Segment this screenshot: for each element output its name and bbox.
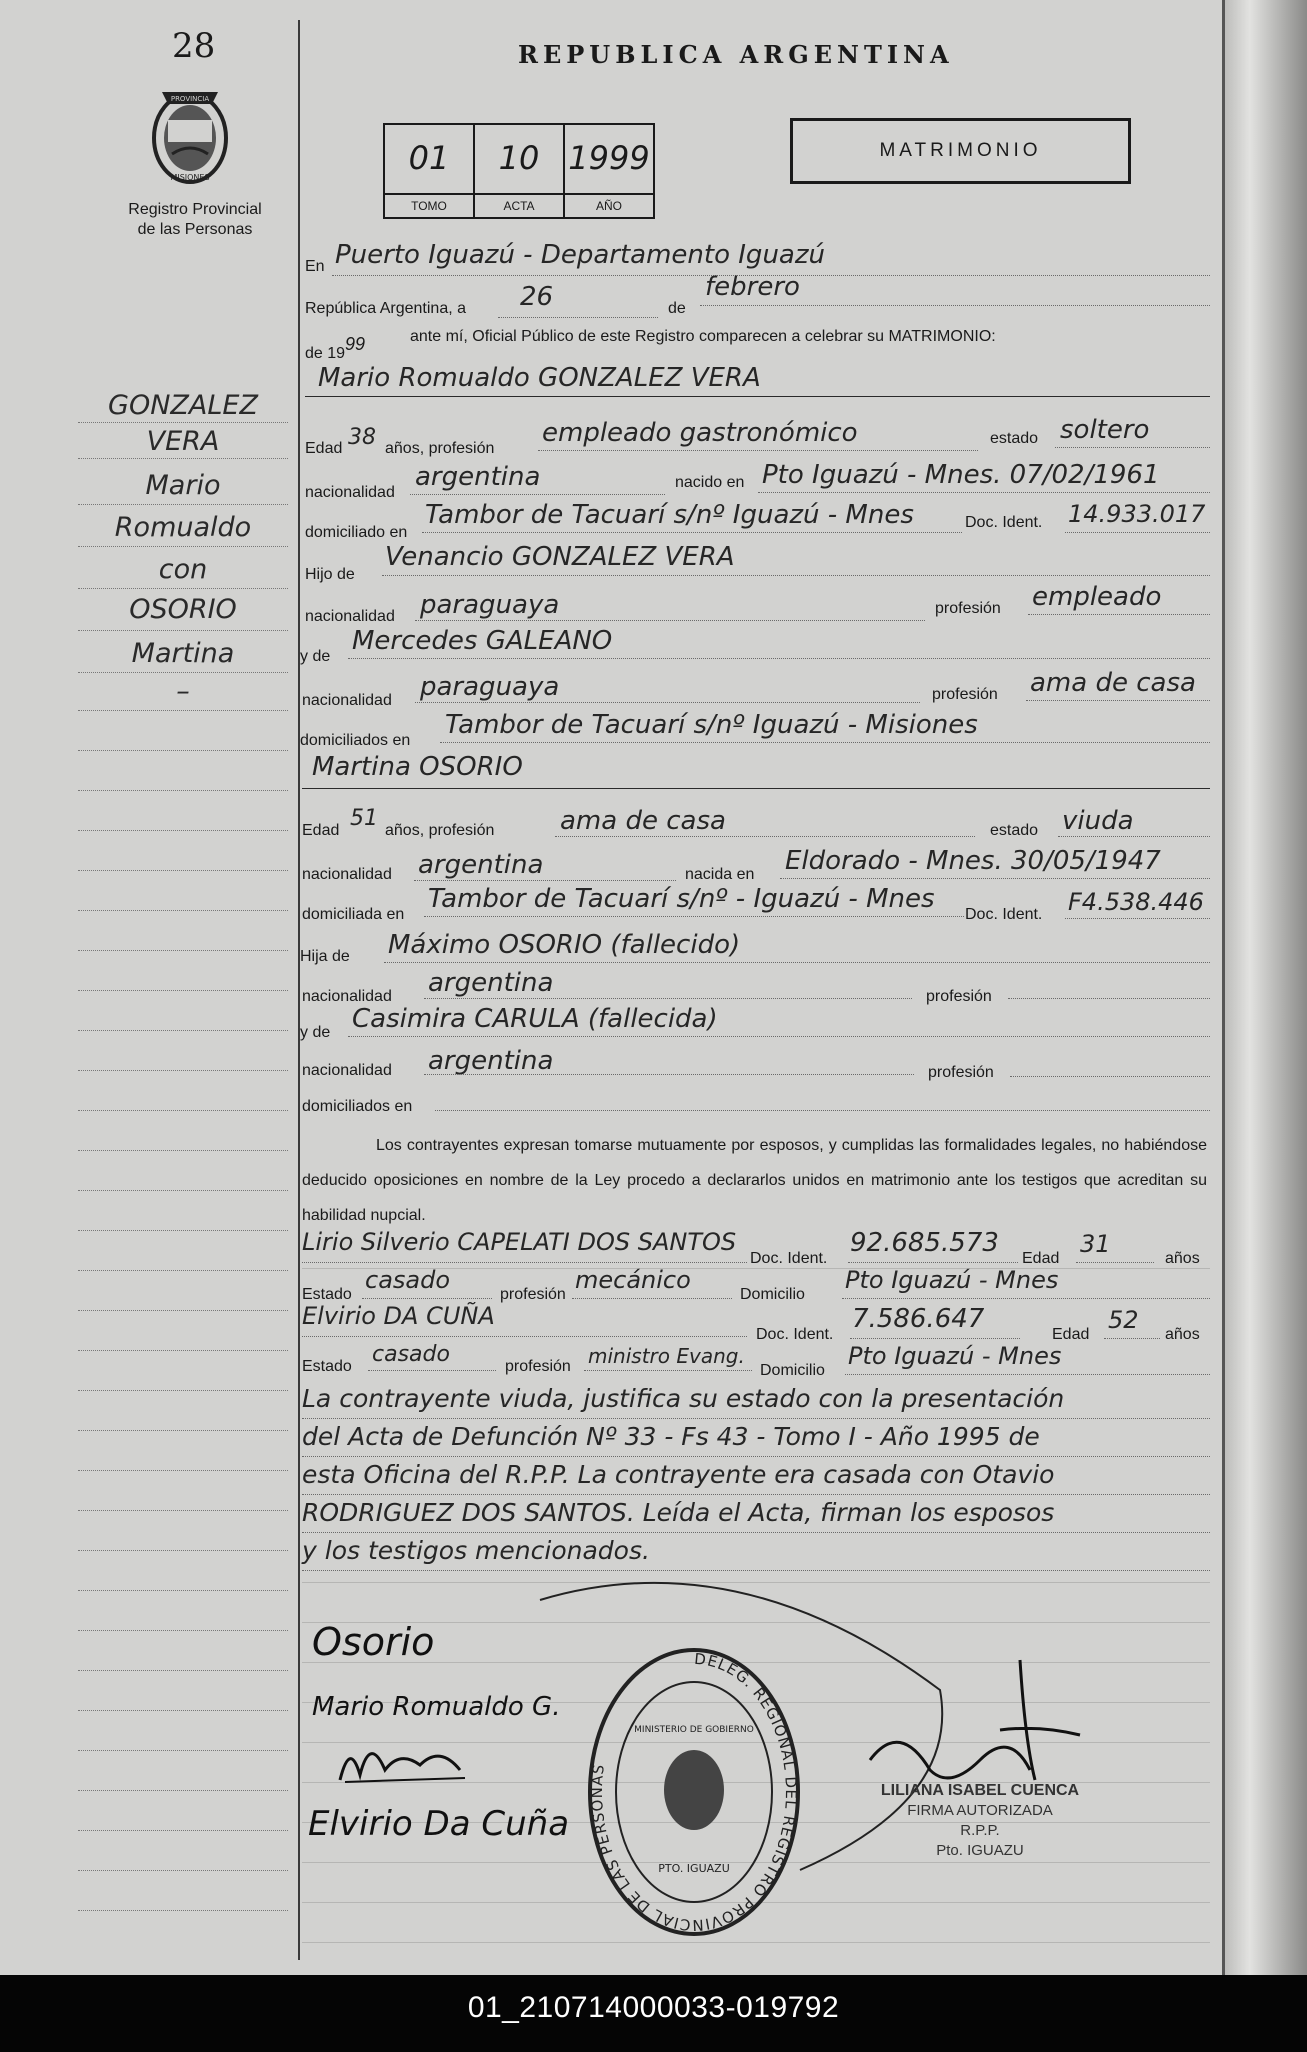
tomo-cell xyxy=(385,125,475,217)
stamp-inner-text: MINISTERIO DE GOBIERNO xyxy=(634,1725,754,1735)
stamp-bottom-text: PTO. IGUAZU xyxy=(658,1862,730,1875)
bride-parents-address-label: domiciliados en xyxy=(302,1098,413,1115)
declaration-text: Los contrayentes expresan tomarse mutuamente por esposos, y cumplidas las formalidades legales, no habiéndose deducido oposiciones en nombre de la Ley procedo a declararlos unidos en matrimonio ante los testigos que acreditan su habilidad nupcial. xyxy=(302,1137,1207,1224)
bride-profession: ama de casa xyxy=(560,806,726,836)
bride-father-prof-label: profesión xyxy=(926,988,992,1005)
groom-parents-address-label: domiciliados en xyxy=(300,732,411,749)
witness1-profession: mecánico xyxy=(575,1266,691,1294)
bride-status: viuda xyxy=(1062,806,1134,836)
groom-father-nat-label: nacionalidad xyxy=(305,608,395,625)
bride-address-label: domiciliada en xyxy=(302,906,405,923)
witness1-doc-label: Doc. Ident. xyxy=(750,1250,828,1267)
bride-age-label: Edad xyxy=(302,822,340,839)
groom-father-label: Hijo de xyxy=(305,566,355,583)
witness1-doc: 92.685.573 xyxy=(850,1228,999,1258)
groom-doc: 14.933.017 xyxy=(1068,500,1206,528)
groom-status-label: estado xyxy=(990,430,1039,447)
groom-age-label: Edad xyxy=(305,440,343,457)
witness1-status: casado xyxy=(365,1266,451,1294)
groom-born-label: nacido en xyxy=(675,474,745,491)
page-edge xyxy=(1225,0,1307,1975)
coat-of-arms-icon xyxy=(142,82,238,188)
margin-note: con xyxy=(158,554,208,585)
groom-profession: empleado gastronómico xyxy=(542,418,858,448)
groom-mother-label: y de xyxy=(300,648,331,665)
groom-doc-label: Doc. Ident. xyxy=(965,514,1043,531)
bride-mother-label: y de xyxy=(300,1024,331,1041)
witness2-age: 52 xyxy=(1108,1306,1139,1334)
groom-father-prof: empleado xyxy=(1032,582,1162,612)
groom-mother: Mercedes GALEANO xyxy=(352,626,613,656)
registry-line2: de las Personas xyxy=(137,221,253,238)
witness2-name: Elvirio DA CUÑA xyxy=(302,1302,495,1330)
bride-prof-label: años, profesión xyxy=(385,822,495,839)
note-line: La contrayente viuda, justifica su estado con la presentación xyxy=(302,1384,1065,1413)
bride-mother-prof-label: profesión xyxy=(928,1064,994,1081)
groom-address-label: domiciliado en xyxy=(305,524,408,541)
bride-father-nat-label: nacionalidad xyxy=(302,988,392,1005)
witness1-address-label: Domicilio xyxy=(740,1286,805,1303)
witness1-prof-label: profesión xyxy=(500,1286,566,1303)
officer-role: FIRMA AUTORIZADA xyxy=(907,1802,1053,1819)
witness2-prof-label: profesión xyxy=(505,1358,571,1375)
witness2-doc: 7.586.647 xyxy=(852,1304,985,1334)
day-value: 26 xyxy=(520,282,554,312)
seal-label: MISIONES xyxy=(170,173,210,182)
bride-mother-nat: argentina xyxy=(428,1046,554,1076)
year-prefix xyxy=(305,334,366,363)
margin-note: Romualdo xyxy=(114,512,252,543)
bride-status-label: estado xyxy=(990,822,1039,839)
bride-address: Tambor de Tacuarí s/nº - Iguazú - Mnes xyxy=(428,884,935,914)
groom-father: Venancio GONZALEZ VERA xyxy=(385,542,735,572)
groom-mother-nat: paraguaya xyxy=(420,672,560,702)
groom-mother-prof: ama de casa xyxy=(1030,668,1196,698)
margin-note: Mario xyxy=(145,470,221,501)
officer-place: Pto. IGUAZU xyxy=(936,1842,1024,1859)
acta-cell xyxy=(475,125,565,217)
bride-nationality-label: nacionalidad xyxy=(302,866,392,883)
witness1-status-label: Estado xyxy=(302,1286,352,1303)
note-line: esta Oficina del R.P.P. La contrayente era casada con Otavio xyxy=(302,1460,1055,1489)
note-line: y los testigos mencionados. xyxy=(302,1536,650,1565)
margin-note: – xyxy=(176,676,190,707)
margin-divider xyxy=(298,20,300,1960)
place-value: Puerto Iguazú - Departamento Iguazú xyxy=(335,240,825,270)
republic-label: República Argentina, a xyxy=(305,300,466,317)
groom-address: Tambor de Tacuarí s/nº Iguazú - Mnes xyxy=(425,500,914,530)
page-number: 28 xyxy=(172,26,216,66)
witness2-address-label: Domicilio xyxy=(760,1362,825,1379)
margin-note: OSORIO xyxy=(129,594,237,625)
groom-father-prof-label: profesión xyxy=(935,600,1001,617)
witness1-name: Lirio Silverio CAPELATI DOS SANTOS xyxy=(302,1228,737,1256)
en-label: En xyxy=(305,258,325,275)
svg-text:PROVINCIA: PROVINCIA xyxy=(170,95,210,103)
signature-witness2: Elvirio Da Cuña xyxy=(308,1804,570,1844)
bride-age: 51 xyxy=(350,806,378,831)
year-label: AÑO xyxy=(565,193,653,217)
bride-born-label: nacida en xyxy=(685,866,755,883)
margin-note: VERA xyxy=(146,426,220,457)
groom-mother-prof-label: profesión xyxy=(932,686,998,703)
witness2-age-label: Edad xyxy=(1052,1326,1090,1343)
tomo-value: 01 xyxy=(408,139,450,177)
groom-nationality-label: nacionalidad xyxy=(305,484,395,501)
country-title: REPUBLICA ARGENTINA xyxy=(518,40,954,69)
tomo-label: TOMO xyxy=(385,193,473,217)
footer-code: 01_210714000033-019792 xyxy=(467,1991,840,2024)
signature-witness1-icon xyxy=(330,1730,470,1790)
acta-label: ACTA xyxy=(475,193,563,217)
bride-father: Máximo OSORIO (fallecido) xyxy=(388,930,741,960)
stamp-ring-text: DELEG. REGIONAL DEL REGISTRO PROVINCIAL DE LAS PERSONAS xyxy=(587,1649,801,1935)
month-value: febrero xyxy=(705,272,800,302)
witness2-address: Pto Iguazú - Mnes xyxy=(848,1342,1062,1370)
record-type-box: MATRIMONIO xyxy=(790,118,1131,184)
registry-line1: Registro Provincial xyxy=(128,201,262,218)
groom-mother-nat-label: nacionalidad xyxy=(302,692,392,709)
groom-nationality: argentina xyxy=(415,462,541,492)
note-line: RODRIGUEZ DOS SANTOS. Leída el Acta, firman los esposos xyxy=(302,1498,1055,1527)
witness2-profession: ministro Evang. xyxy=(588,1344,745,1368)
year-value: 1999 xyxy=(568,139,650,177)
bride-father-label: Hija de xyxy=(300,948,350,965)
bride-nationality: argentina xyxy=(418,850,544,880)
witness1-years-label: años xyxy=(1165,1250,1200,1267)
signature-bride: Osorio xyxy=(312,1620,435,1664)
witness1-age-label: Edad xyxy=(1022,1250,1060,1267)
bride-doc: F4.538.446 xyxy=(1068,888,1204,916)
margin-note: Martina xyxy=(131,638,235,669)
registry-label xyxy=(105,200,285,240)
witness1-age: 31 xyxy=(1080,1230,1111,1258)
bride-name: Martina OSORIO xyxy=(312,752,523,782)
groom-name: Mario Romualdo GONZALEZ VERA xyxy=(318,363,761,393)
groom-age: 38 xyxy=(348,425,376,450)
witness2-doc-label: Doc. Ident. xyxy=(756,1326,834,1343)
witness2-status-label: Estado xyxy=(302,1358,352,1375)
groom-status: soltero xyxy=(1060,415,1150,445)
bride-doc-label: Doc. Ident. xyxy=(965,906,1043,923)
bride-mother-nat-label: nacionalidad xyxy=(302,1062,392,1079)
year-suffix: 99 xyxy=(345,334,366,354)
tomo-acta-year-box xyxy=(383,123,655,219)
footer-band xyxy=(0,1975,1307,2052)
bride-birth: Eldorado - Mnes. 30/05/1947 xyxy=(785,846,1161,876)
bride-mother: Casimira CARULA (fallecida) xyxy=(352,1004,718,1034)
margin-note: GONZALEZ xyxy=(108,390,258,421)
groom-birth: Pto Iguazú - Mnes. 07/02/1961 xyxy=(762,460,1160,490)
acta-value: 10 xyxy=(498,139,540,177)
groom-prof-label: años, profesión xyxy=(385,440,495,457)
year-cell xyxy=(565,125,653,217)
signature-groom: Mario Romualdo G. xyxy=(312,1692,561,1722)
appearance-statement: ante mí, Oficial Público de este Registro comparecen a celebrar su MATRIMONIO: xyxy=(410,328,996,345)
witness2-status: casado xyxy=(372,1342,450,1367)
officer-office: R.P.P. xyxy=(960,1822,1000,1839)
officer-name: LILIANA ISABEL CUENCA xyxy=(880,1782,1080,1799)
de-label: de xyxy=(668,300,686,317)
note-line: del Acta de Defunción Nº 33 - Fs 43 - Tomo I - Año 1995 de xyxy=(302,1422,1040,1451)
witness1-address: Pto Iguazú - Mnes xyxy=(845,1266,1059,1294)
year-prefix-text: de 19 xyxy=(305,345,346,362)
witness2-years-label: años xyxy=(1165,1326,1200,1343)
groom-parents-address: Tambor de Tacuarí s/nº Iguazú - Misiones xyxy=(445,710,978,740)
bride-father-nat: argentina xyxy=(428,968,554,998)
groom-father-nat: paraguaya xyxy=(420,590,560,620)
